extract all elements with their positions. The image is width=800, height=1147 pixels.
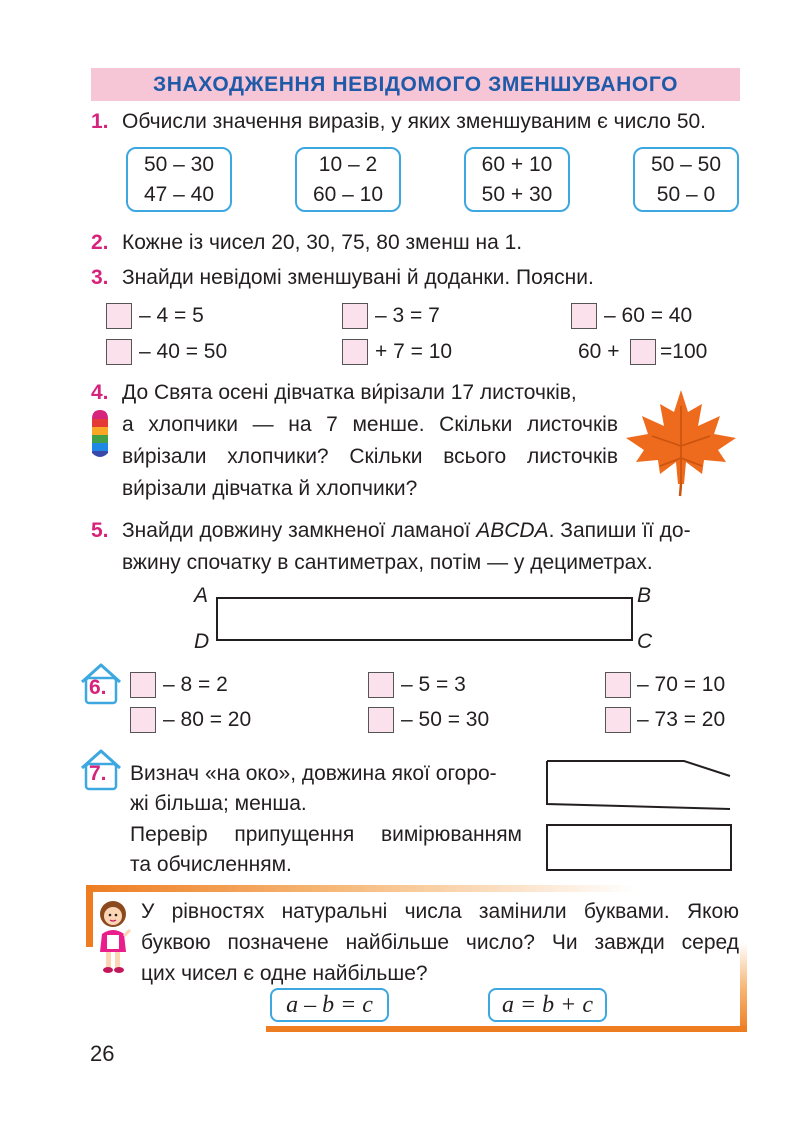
fence-figure-1 xyxy=(544,757,734,818)
fence-figure-2 xyxy=(546,824,732,871)
girl-icon xyxy=(94,900,134,983)
equation: =100 xyxy=(660,340,708,363)
expression: 50 – 0 xyxy=(656,183,716,206)
task5-text: Знайди довжину замкненої ламаної xyxy=(122,519,477,542)
answer-box[interactable] xyxy=(130,672,156,698)
equation: – 8 = 2 xyxy=(163,673,228,696)
answer-box[interactable] xyxy=(571,303,597,329)
equation: + 7 = 10 xyxy=(375,340,453,363)
equation: – 50 = 30 xyxy=(401,708,490,731)
task5-line-1 xyxy=(122,515,740,547)
page-number: 26 xyxy=(90,1041,115,1066)
polyline-name: ABCDA xyxy=(476,519,549,542)
task4-line: а хлопчики — на 7 менше. Скільки листочків xyxy=(122,413,618,436)
formula-box-2: a = b + c xyxy=(488,988,607,1022)
answer-box[interactable] xyxy=(106,303,132,329)
equation: 60 + xyxy=(578,340,620,363)
task6-number: 6. xyxy=(89,676,107,699)
challenge-line: цих чисел є одне найбільше? xyxy=(141,962,428,985)
task5-number: 5. xyxy=(91,519,109,542)
equation: – 3 = 7 xyxy=(375,304,440,327)
vertex-label: A xyxy=(194,584,209,607)
answer-box[interactable] xyxy=(630,339,656,365)
task4-line: До Свята осені дівчатка ви́різали 17 листочків, xyxy=(122,381,577,404)
task5-text: . Запиши її до- xyxy=(548,519,691,542)
vertex-label: D xyxy=(194,630,210,653)
answer-box[interactable] xyxy=(342,339,368,365)
expression: 60 + 10 xyxy=(481,153,553,176)
task5-line-2: вжину спочатку в сантиметрах, потім — у дециметрах. xyxy=(122,551,653,574)
vertex-label: B xyxy=(637,584,652,607)
task3-number: 3. xyxy=(91,266,109,289)
task7-number: 7. xyxy=(89,762,107,785)
expression-box-1 xyxy=(126,147,232,212)
task4-number: 4. xyxy=(91,381,109,404)
task1-text: Обчисли значення виразів, у яких зменшуваним є число 50. xyxy=(122,110,707,133)
task2-number: 2. xyxy=(91,231,109,254)
task3-text: Знайди невідомі зменшувані й доданки. Поясни. xyxy=(122,266,594,289)
task7-line: Перевір припущення вимірюванням xyxy=(130,823,522,846)
pencil-icon xyxy=(90,409,110,466)
vertex-label: C xyxy=(637,630,653,653)
expression: 50 – 50 xyxy=(650,153,722,176)
task7-line: та обчисленням. xyxy=(130,853,292,876)
rectangle-abcd xyxy=(216,597,633,641)
expression-box-3 xyxy=(464,147,570,212)
task7-line: жі більша; менша. xyxy=(130,792,307,815)
expression: 10 – 2 xyxy=(318,153,378,176)
formula-box-1: a – b = c xyxy=(270,988,389,1022)
answer-box[interactable] xyxy=(342,303,368,329)
answer-box[interactable] xyxy=(368,707,394,733)
task1-number: 1. xyxy=(91,110,109,133)
expression: 50 + 30 xyxy=(481,183,553,206)
answer-box[interactable] xyxy=(605,707,631,733)
answer-box[interactable] xyxy=(605,672,631,698)
equation: – 5 = 3 xyxy=(401,673,466,696)
equation: – 40 = 50 xyxy=(139,340,228,363)
expression-box-4 xyxy=(633,147,739,212)
expression: 60 – 10 xyxy=(312,183,384,206)
page-title: ЗНАХОДЖЕННЯ НЕВІДОМОГО ЗМЕНШУВАНОГО xyxy=(152,73,679,96)
answer-box[interactable] xyxy=(106,339,132,365)
equation: – 4 = 5 xyxy=(139,304,204,327)
task7-line: Визнач «на око», довжина якої огоро- xyxy=(130,762,497,785)
expression: 47 – 40 xyxy=(143,183,215,206)
answer-box[interactable] xyxy=(368,672,394,698)
equation: – 80 = 20 xyxy=(163,708,252,731)
expression: 50 – 30 xyxy=(143,153,215,176)
equation: – 60 = 40 xyxy=(604,304,693,327)
equation: – 73 = 20 xyxy=(637,708,726,731)
task4-line: ви́різали дівчатка й хлопчики? xyxy=(122,477,418,500)
task4-line: ви́різали хлопчики? Скільки всього листочків xyxy=(122,445,618,468)
task2-text: Кожне із чисел 20, 30, 75, 80 зменш на 1. xyxy=(122,231,523,254)
challenge-line: У рівностях натуральні числа замінили буквами. Якою xyxy=(141,900,739,923)
maple-leaf-icon xyxy=(622,386,740,503)
equation: – 70 = 10 xyxy=(637,673,726,696)
answer-box[interactable] xyxy=(130,707,156,733)
expression-box-2 xyxy=(295,147,401,212)
challenge-line: буквою позначене найбільше число? Чи завжди серед xyxy=(141,931,739,954)
